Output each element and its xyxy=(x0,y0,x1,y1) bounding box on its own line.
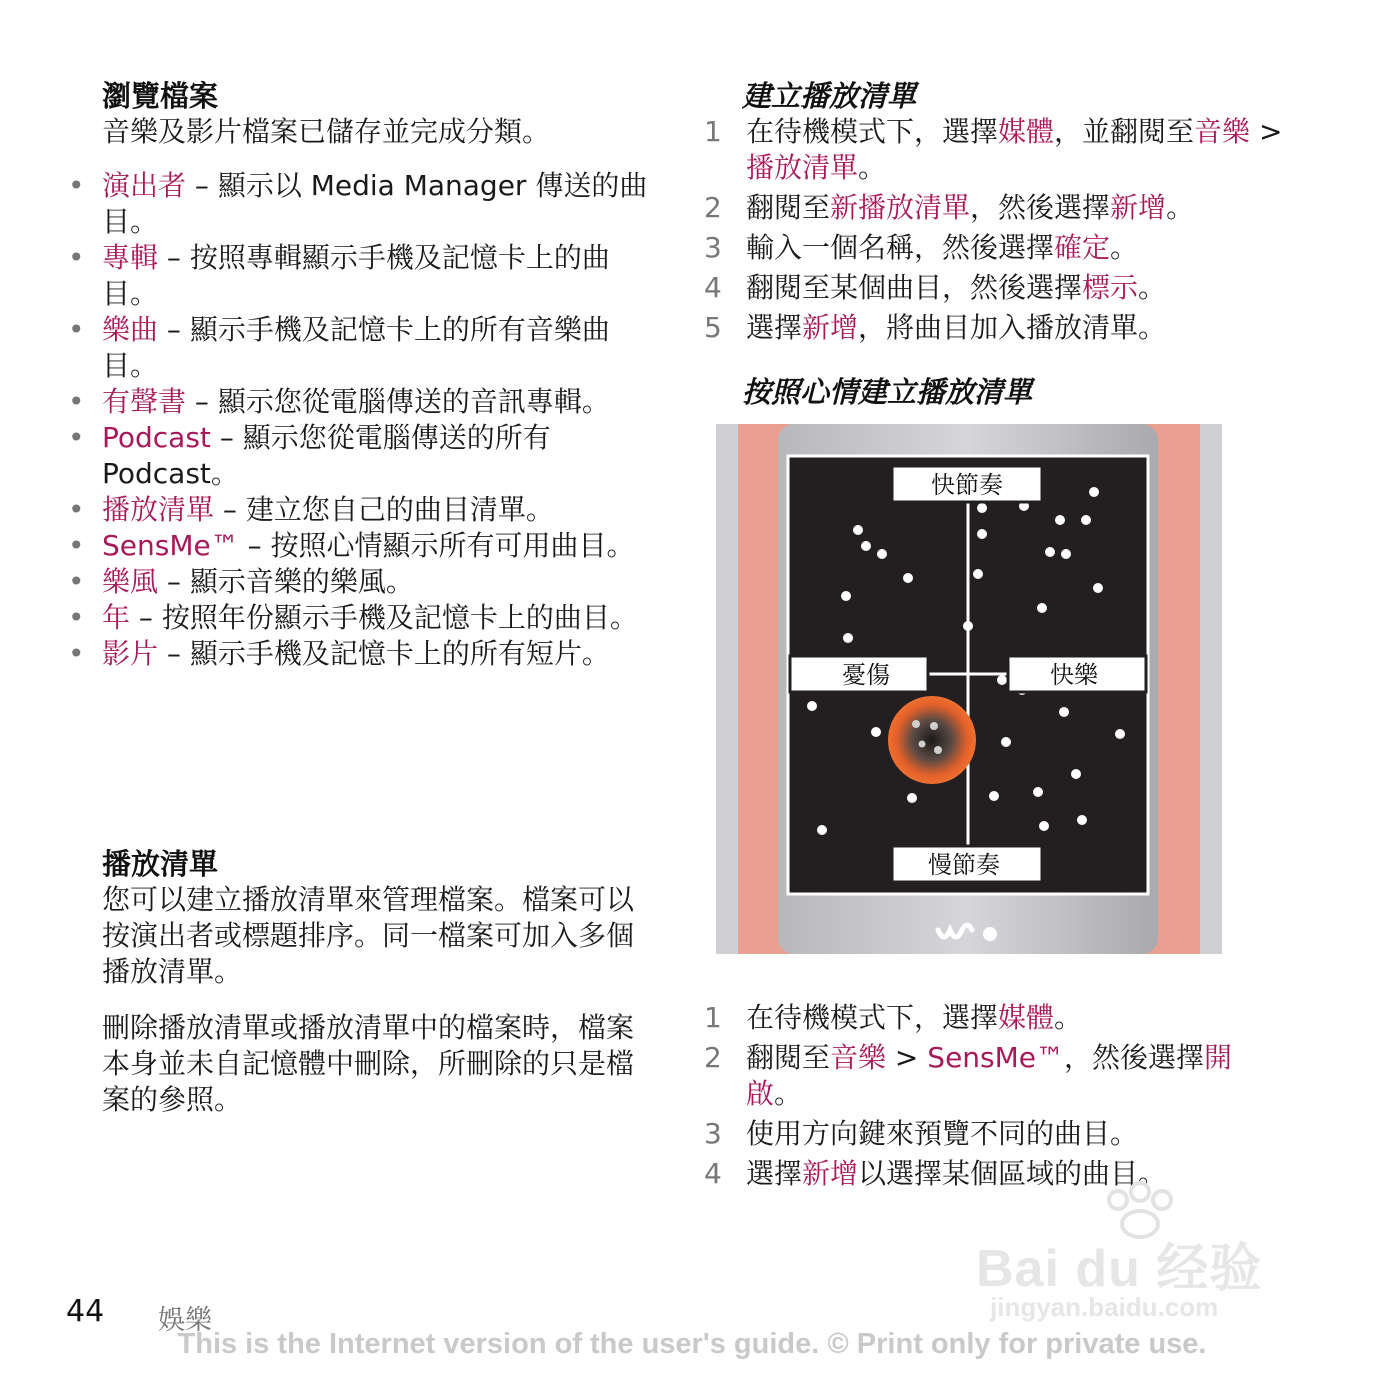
category-description: – 顯示手機及記憶卡上的所有短片。 xyxy=(158,637,610,670)
song-dot xyxy=(817,825,827,835)
song-dot xyxy=(1001,737,1011,747)
menu-path-text: 媒體 xyxy=(998,1001,1055,1034)
menu-path-text: 新增 xyxy=(802,1157,859,1190)
step-text: 。 xyxy=(774,1077,803,1110)
playlist-heading: 播放清單 xyxy=(102,847,219,881)
bullet-mark: • xyxy=(68,493,85,526)
song-dot xyxy=(861,541,871,551)
step-number: 5 xyxy=(704,311,722,344)
song-dot xyxy=(963,621,973,631)
menu-path-text: 媒體 xyxy=(998,115,1055,148)
menu-path-text: 開啟 xyxy=(746,1041,1233,1110)
bullet-mark: • xyxy=(68,601,85,634)
menu-path-text: 播放清單 xyxy=(746,151,859,184)
category-item xyxy=(64,168,654,240)
category-description: – 按照心情顯示所有可用曲目。 xyxy=(238,529,635,562)
menu-path-text: 新增 xyxy=(802,311,859,344)
create-playlist-steps xyxy=(704,114,1284,350)
song-dot xyxy=(977,529,987,539)
page-number: 44 xyxy=(66,1294,105,1329)
step-number: 1 xyxy=(704,115,722,148)
step-item xyxy=(704,230,1284,266)
step-item xyxy=(704,270,1284,306)
bullet-mark: • xyxy=(68,529,85,562)
category-term: 有聲書 xyxy=(102,385,187,418)
category-description: – 顯示以 Media Manager 傳送的曲目。 xyxy=(102,169,648,238)
step-text: 輸入一個名稱，然後選擇 xyxy=(746,231,1055,264)
step-text: ，並翻閱至 xyxy=(1054,115,1195,148)
song-dot xyxy=(1089,487,1099,497)
step-text: 翻閱至 xyxy=(746,1041,831,1074)
step-item xyxy=(704,1116,1284,1152)
category-description: – 顯示音樂的樂風。 xyxy=(158,565,414,598)
browse-intro: 音樂及影片檔案已儲存並完成分類。 xyxy=(102,115,551,148)
category-description: – 按照專輯顯示手機及記憶卡上的曲目。 xyxy=(102,241,610,310)
section-name: 娛樂 xyxy=(158,1305,212,1336)
song-dot xyxy=(843,633,853,643)
song-dot xyxy=(1039,821,1049,831)
category-term: 樂風 xyxy=(102,565,159,598)
category-description: – 顯示手機及記憶卡上的所有音樂曲目。 xyxy=(102,313,610,382)
menu-path-text: 音樂 xyxy=(1194,115,1251,148)
step-number: 3 xyxy=(704,1117,722,1150)
category-item xyxy=(64,636,654,672)
menu-path-text: 標示 xyxy=(1082,271,1139,304)
menu-path-text: 新增 xyxy=(1110,191,1167,224)
song-dot xyxy=(1033,787,1043,797)
sensme-illustration xyxy=(716,424,1222,954)
baidu-watermark xyxy=(968,1180,1308,1340)
song-dot xyxy=(989,791,999,801)
menu-path-text: SensMe™ xyxy=(927,1041,1065,1074)
bullet-mark: • xyxy=(68,241,85,274)
step-text: 。 xyxy=(858,151,887,184)
song-dot xyxy=(907,793,917,803)
song-dot xyxy=(1115,729,1125,739)
step-text: 選擇 xyxy=(746,311,803,344)
song-dot xyxy=(1077,815,1087,825)
mood-label-bottom: 慢節奏 xyxy=(928,851,1000,879)
song-dot xyxy=(1081,515,1091,525)
song-dot xyxy=(903,573,913,583)
mood-label-top: 快節奏 xyxy=(931,471,1003,499)
category-term: 年 xyxy=(102,601,131,634)
step-number: 3 xyxy=(704,231,722,264)
bullet-mark: • xyxy=(68,169,85,202)
song-dot xyxy=(877,549,887,559)
song-dot xyxy=(871,727,881,737)
category-term: Podcast xyxy=(102,421,211,454)
category-term: 播放清單 xyxy=(102,493,215,526)
mood-playlist-steps xyxy=(704,1000,1284,1196)
menu-path-text: 確定 xyxy=(1054,231,1111,264)
category-item xyxy=(64,564,654,600)
step-text: 在待機模式下，選擇 xyxy=(746,1001,999,1034)
bullet-mark: • xyxy=(68,565,85,598)
category-item xyxy=(64,492,654,528)
category-description: – 顯示您從電腦傳送的音訊專輯。 xyxy=(186,385,610,418)
step-text: 選擇 xyxy=(746,1157,803,1190)
song-dot xyxy=(807,701,817,711)
category-description: – 顯示您從電腦傳送的所有 Podcast。 xyxy=(102,421,551,490)
playlist-paragraph-1: 您可以建立播放清單來管理檔案。檔案可以按演出者或標題排序。同一檔案可加入多個播放清單。 xyxy=(102,883,635,988)
song-dot xyxy=(1037,603,1047,613)
bullet-mark: • xyxy=(68,637,85,670)
step-text: 。 xyxy=(1110,231,1139,264)
step-item xyxy=(704,190,1284,226)
category-description: – 按照年份顯示手機及記憶卡上的曲目。 xyxy=(130,601,638,634)
step-text: 。 xyxy=(1054,1001,1083,1034)
step-text: 翻閱至某個曲目，然後選擇 xyxy=(746,271,1083,304)
song-dot xyxy=(977,503,987,513)
category-term: 專輯 xyxy=(102,241,159,274)
category-item xyxy=(64,240,654,312)
sensme-figure xyxy=(716,424,1222,954)
step-text: > xyxy=(886,1041,928,1074)
step-item xyxy=(704,1000,1284,1036)
song-dot xyxy=(853,525,863,535)
song-dot xyxy=(1055,515,1065,525)
category-term: SensMe™ xyxy=(102,529,239,562)
step-text: 翻閱至 xyxy=(746,191,831,224)
category-item xyxy=(64,420,654,492)
watermark-url: jingyan.baidu.com xyxy=(990,1292,1219,1322)
mood-label-right: 快樂 xyxy=(1050,661,1098,689)
step-text: ，然後選擇 xyxy=(1064,1041,1205,1074)
step-text: > xyxy=(1250,115,1283,148)
step-text: 。 xyxy=(1166,191,1195,224)
step-number: 2 xyxy=(704,191,722,224)
song-dot xyxy=(841,591,851,601)
step-item xyxy=(704,1040,1284,1112)
category-list xyxy=(64,168,654,672)
menu-path-text: 新播放清單 xyxy=(830,191,971,224)
song-dot xyxy=(1045,547,1055,557)
step-text: ，然後選擇 xyxy=(970,191,1111,224)
step-number: 4 xyxy=(704,271,722,304)
song-dot xyxy=(1061,549,1071,559)
mood-playlist-heading: 按照心情建立播放清單 xyxy=(742,375,1033,409)
category-term: 影片 xyxy=(102,637,159,670)
selection-glow xyxy=(888,696,976,784)
category-description: – 建立您自己的曲目清單。 xyxy=(214,493,554,526)
category-item xyxy=(64,600,654,636)
menu-path-text: 音樂 xyxy=(830,1041,887,1074)
browse-heading: 瀏覽檔案 xyxy=(102,79,219,113)
category-item xyxy=(64,384,654,420)
step-text: 在待機模式下，選擇 xyxy=(746,115,999,148)
song-dot xyxy=(1071,769,1081,779)
bullet-mark: • xyxy=(68,421,85,454)
step-text: 。 xyxy=(1138,271,1167,304)
song-dot xyxy=(1059,707,1069,717)
step-number: 2 xyxy=(704,1041,722,1074)
category-term: 樂曲 xyxy=(102,313,159,346)
mood-label-left: 憂傷 xyxy=(842,661,890,689)
step-item xyxy=(704,310,1284,346)
category-item xyxy=(64,528,654,564)
step-number: 4 xyxy=(704,1157,722,1190)
step-text: 使用方向鍵來預覽不同的曲目。 xyxy=(746,1117,1139,1150)
bullet-mark: • xyxy=(68,385,85,418)
watermark-brand: Bai du 经验 xyxy=(976,1240,1263,1298)
category-term: 演出者 xyxy=(102,169,187,202)
step-text: 以選擇某個區域的曲目。 xyxy=(858,1157,1167,1190)
song-dot xyxy=(997,675,1007,685)
step-item xyxy=(704,114,1284,186)
song-dot xyxy=(1093,583,1103,593)
song-dot xyxy=(973,569,983,579)
step-number: 1 xyxy=(704,1001,722,1034)
playlist-paragraph-2: 刪除播放清單或播放清單中的檔案時，檔案本身並未自記憶體中刪除，所刪除的只是檔案的參照。 xyxy=(102,1011,635,1116)
category-item xyxy=(64,312,654,384)
bullet-mark: • xyxy=(68,313,85,346)
footer-notice: This is the Internet version of the user's guide. © Print only for private use. xyxy=(177,1328,1207,1360)
create-playlist-heading: 建立播放清單 xyxy=(742,79,917,113)
step-text: ，將曲目加入播放清單。 xyxy=(858,311,1167,344)
